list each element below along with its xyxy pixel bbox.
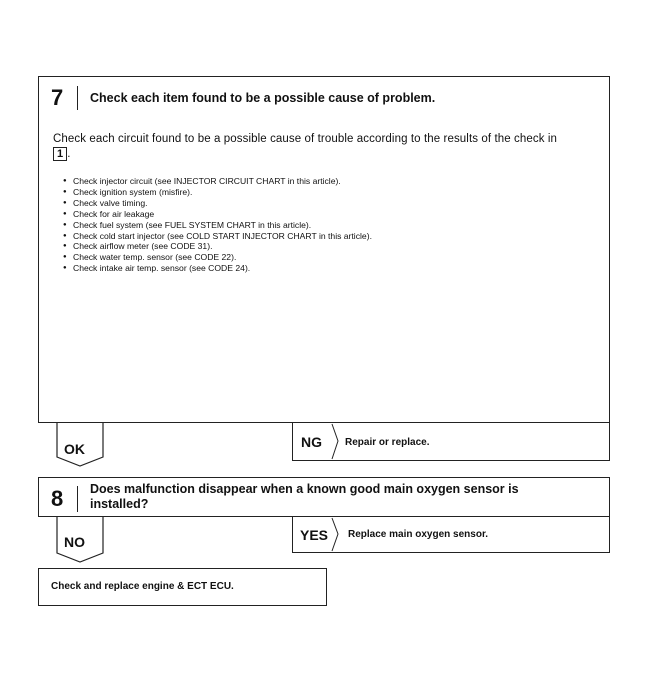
final-action-box bbox=[38, 568, 327, 606]
step7-ng-action: Repair or replace. bbox=[345, 437, 430, 448]
step8-number: 8 bbox=[51, 486, 64, 511]
step7-description-text: Check each circuit found to be a possible cause of trouble according to the results of the check in bbox=[53, 133, 558, 145]
step7-ref-suffix: . bbox=[67, 148, 71, 160]
step8-title bbox=[90, 482, 519, 512]
step7-divider bbox=[77, 86, 78, 110]
step7-ref-box: 1 bbox=[53, 147, 67, 161]
step7-ng-label: NG bbox=[301, 434, 322, 450]
list-item: ● Check water temp. sensor (see CODE 22). bbox=[61, 252, 372, 263]
list-item: ● Check cold start injector (see COLD START INJECTOR CHART in this article). bbox=[61, 231, 372, 242]
step7-header bbox=[38, 76, 610, 116]
step8-title-line2: installed? bbox=[90, 497, 149, 511]
step7-check-list bbox=[61, 176, 372, 274]
step7-description bbox=[53, 132, 601, 162]
step7-ok-label: OK bbox=[64, 441, 85, 457]
list-item: ● Check intake air temp. sensor (see CODE 24). bbox=[61, 263, 372, 274]
step8-yes-label: YES bbox=[300, 527, 329, 543]
list-item: ● Check for air leakage bbox=[61, 209, 372, 220]
list-item: ● Check valve timing. bbox=[61, 198, 372, 209]
list-item: ● Check injector circuit (see INJECTOR CIRCUIT CHART in this article). bbox=[61, 176, 372, 187]
list-item: ● Check airflow meter (see CODE 31). bbox=[61, 241, 372, 252]
ng-result-box bbox=[292, 422, 610, 462]
final-action-text: Check and replace engine & ECT ECU. bbox=[51, 581, 234, 592]
step7-title: Check each item found to be a possible cause of problem. bbox=[90, 91, 436, 105]
step8-divider bbox=[77, 486, 78, 512]
list-item: ● Check fuel system (see FUEL SYSTEM CHART in this article). bbox=[61, 220, 372, 231]
list-item: ● Check ignition system (misfire). bbox=[61, 187, 372, 198]
step8-no-label: NO bbox=[64, 534, 85, 550]
step8-yes-action: Replace main oxygen sensor. bbox=[348, 529, 489, 540]
step7-body bbox=[38, 115, 610, 423]
step8-title-line1: Does malfunction disappear when a known good main oxygen sensor is bbox=[90, 482, 519, 496]
step7-number: 7 bbox=[51, 85, 64, 110]
step8-header bbox=[38, 477, 610, 517]
